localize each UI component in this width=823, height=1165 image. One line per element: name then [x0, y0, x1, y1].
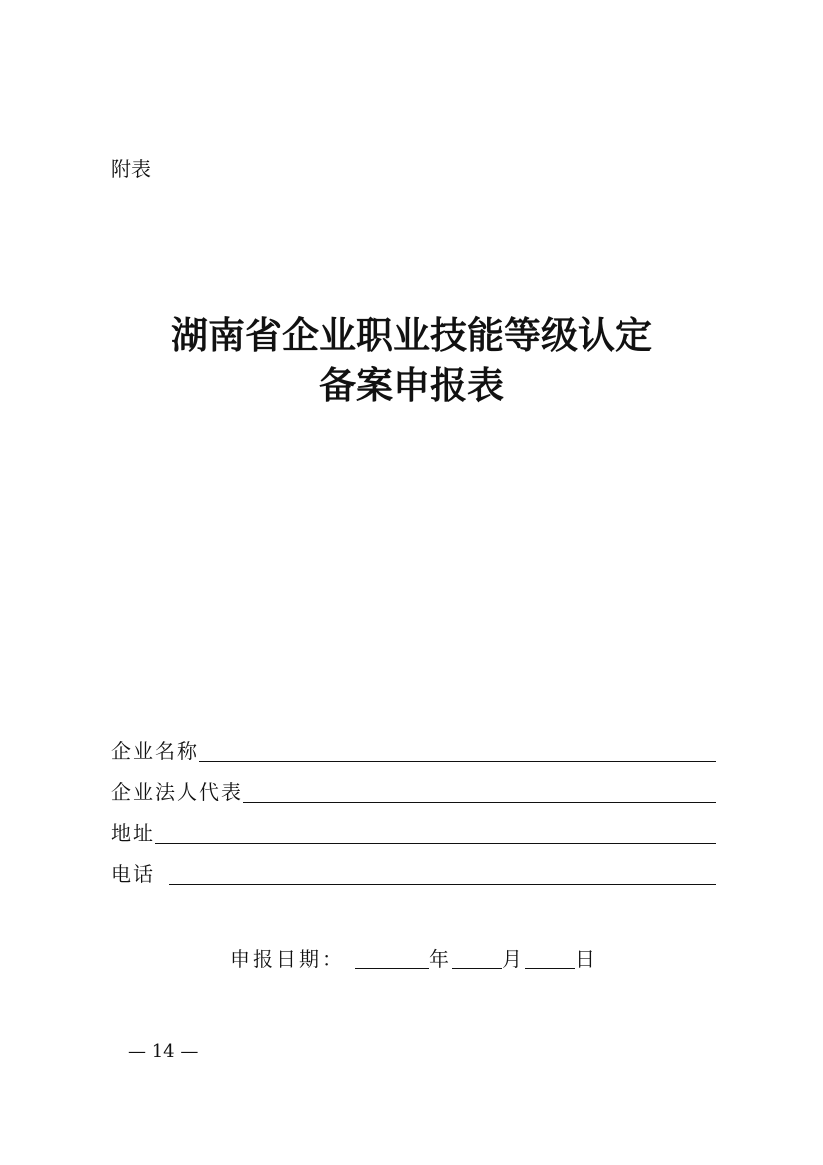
company-name-field — [111, 735, 716, 765]
title-line-1: 湖南省企业职业技能等级认定 — [171, 313, 652, 357]
page-number: — 14 — — [128, 1041, 199, 1062]
application-date-label: 申报日期： — [230, 947, 345, 971]
title-line-2: 备案申报表 — [319, 363, 504, 407]
day-blank — [525, 946, 575, 969]
year-label: 年 — [429, 947, 452, 971]
application-date-row — [230, 942, 598, 972]
day-label: 日 — [575, 947, 598, 971]
document-title — [0, 310, 823, 410]
address-blank — [155, 821, 716, 844]
phone-blank — [169, 862, 716, 885]
year-blank — [355, 946, 429, 969]
legal-rep-blank — [243, 780, 716, 803]
company-name-label: 企业名称 — [111, 739, 199, 763]
address-label: 地址 — [111, 821, 155, 845]
phone-field — [111, 858, 716, 888]
attachment-label: 附表 — [111, 157, 151, 181]
legal-rep-field — [111, 776, 716, 806]
month-label: 月 — [502, 947, 525, 971]
legal-rep-label: 企业法人代表 — [111, 780, 243, 804]
month-blank — [452, 946, 502, 969]
phone-label: 电话 — [111, 862, 155, 886]
address-field — [111, 817, 716, 847]
company-name-blank — [199, 739, 716, 762]
